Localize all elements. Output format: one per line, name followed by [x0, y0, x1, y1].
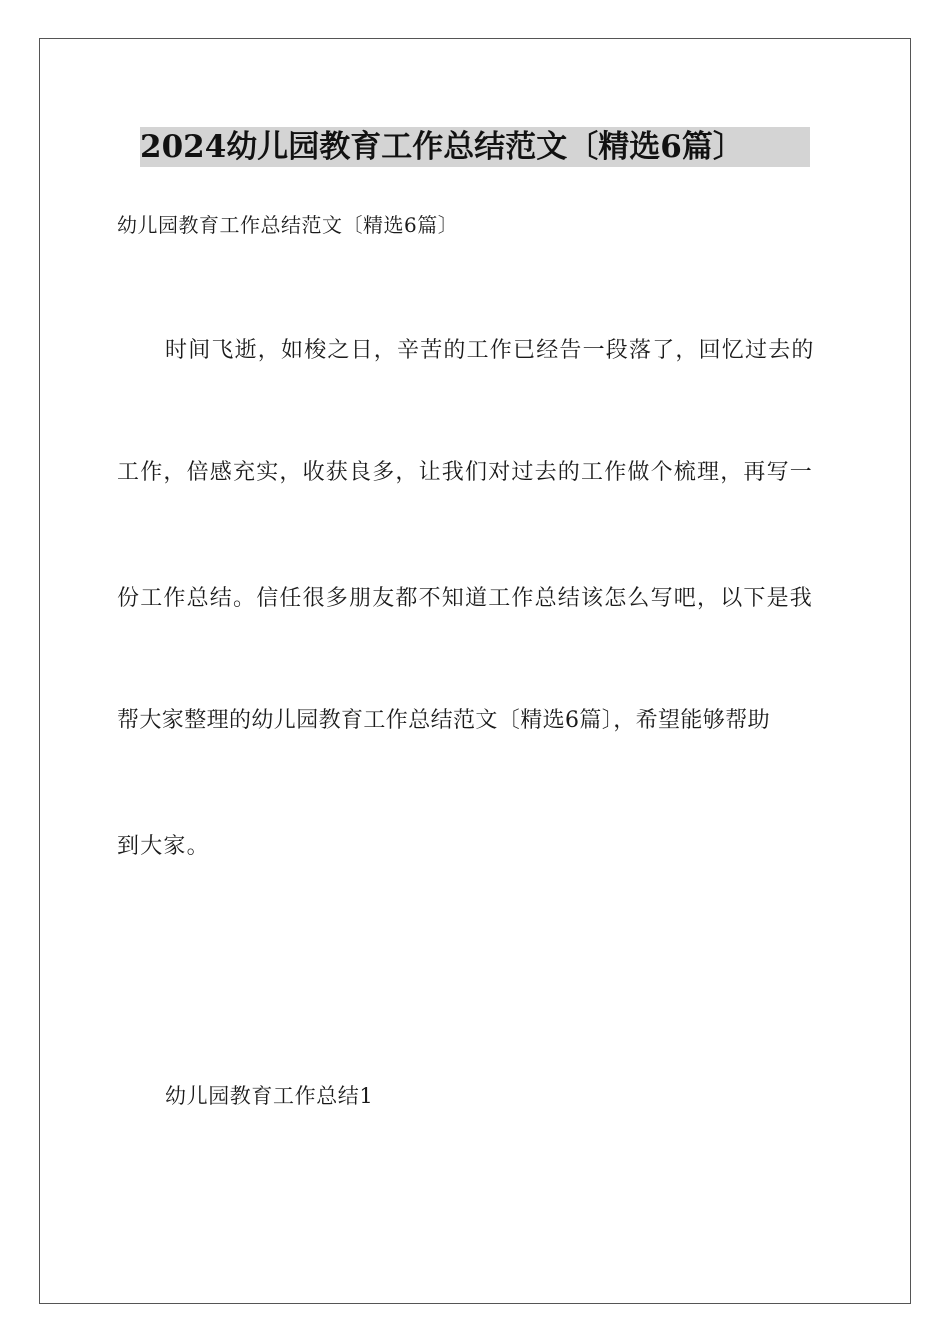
intro-paragraph-line: 到大家。 [117, 834, 210, 859]
intro-paragraph-line: 时间飞逝，如梭之日，辛苦的工作已经告一段落了，回忆过去的 [165, 338, 815, 363]
document-subtitle: 幼儿园教育工作总结范文〔精选6篇〕 [117, 213, 459, 237]
intro-paragraph-line: 份工作总结。信任很多朋友都不知道工作总结该怎么写吧，以下是我 [117, 586, 814, 611]
section-heading: 幼儿园教育工作总结1 [165, 1084, 374, 1108]
intro-paragraph-line: 帮大家整理的幼儿园教育工作总结范文〔精选6篇〕，希望能够帮助 [117, 708, 770, 733]
intro-paragraph-line: 工作，倍感充实，收获良多，让我们对过去的工作做个梳理，再写一 [117, 460, 814, 485]
document-title: 2024幼儿园教育工作总结范文〔精选6篇〕 [140, 127, 810, 167]
